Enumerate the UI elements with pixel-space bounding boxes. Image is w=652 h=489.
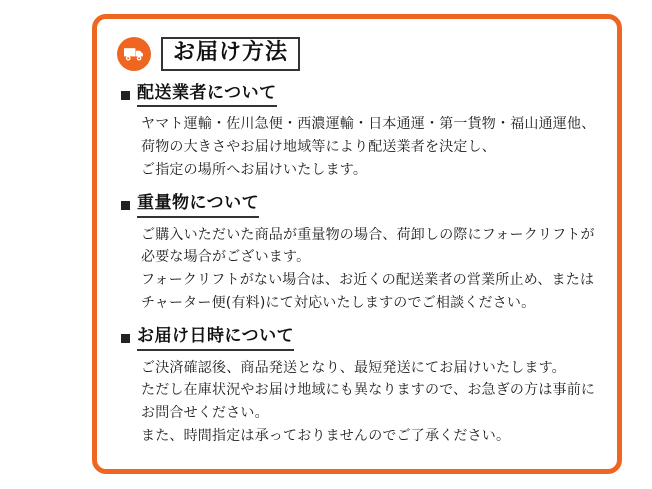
square-bullet-icon	[121, 334, 130, 343]
shipping-info-panel	[92, 14, 622, 474]
section-heavy-items	[115, 193, 597, 314]
delivery-truck-icon	[117, 37, 151, 71]
body-line: フォークリフトがない場合は、お近くの配送業者の営業所止め、または	[141, 272, 595, 289]
square-bullet-icon	[121, 91, 130, 100]
body-line: お問合せください。	[141, 404, 269, 421]
page-title: お届け方法	[173, 40, 289, 65]
section-header	[121, 193, 597, 217]
section-title: 配送業者について	[137, 83, 277, 107]
section-body	[141, 224, 597, 315]
section-header	[121, 326, 597, 350]
body-line: また、時間指定は承っておりませんのでご了承ください。	[141, 427, 511, 444]
body-line: ご決済確認後、商品発送となり、最短発送にてお届けいたします。	[141, 359, 566, 376]
section-delivery-datetime	[115, 326, 597, 447]
body-line: ただし在庫状況やお届け地域にも異なりますので、お急ぎの方は事前に	[141, 382, 596, 399]
section-body	[141, 113, 597, 181]
section-title: 重量物について	[137, 193, 259, 217]
body-line: 必要な場合がございます。	[141, 249, 311, 266]
panel-title-row	[117, 37, 597, 71]
section-title: お届け日時について	[137, 326, 294, 350]
panel-content	[97, 19, 617, 469]
section-header	[121, 83, 597, 107]
square-bullet-icon	[121, 201, 130, 210]
body-line: ご購入いただいた商品が重量物の場合、荷卸しの際にフォークリフトが	[141, 226, 595, 243]
body-line: ヤマト運輸・佐川急便・西濃運輸・日本通運・第一貨物・福山通運他、	[141, 116, 596, 133]
panel-title-box	[161, 37, 300, 71]
body-line: チャーター便(有料)にて対応いたしますのでご相談ください。	[141, 294, 536, 311]
body-line: 荷物の大きさやお届け地域等により配送業者を決定し、	[141, 139, 496, 156]
body-line: ご指定の場所へお届けいたします。	[141, 161, 368, 178]
section-carrier	[115, 83, 597, 181]
section-body	[141, 357, 597, 448]
